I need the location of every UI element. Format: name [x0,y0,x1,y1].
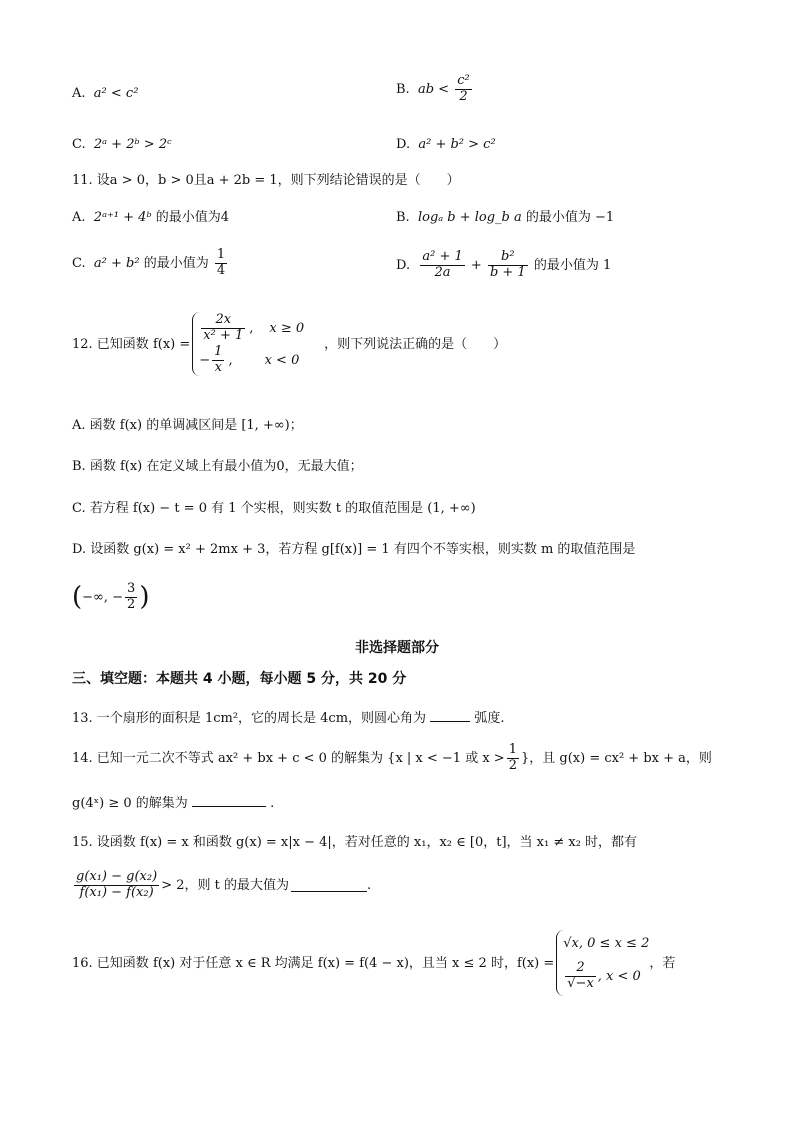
fraction-numerator: 1 [216,247,226,262]
option-expression: a² + b² > c² [418,137,496,152]
option-label: A. [72,210,86,225]
fraction-denominator: 4 [216,262,226,278]
q11-option-b [396,211,614,224]
interval-left: −∞, − [82,589,124,605]
option-label: A. [72,86,86,101]
case-expression: √x, 0 ≤ x ≤ 2 [563,935,650,951]
section-title: 非选择题部分 [355,640,439,656]
piecewise-case-1 [563,930,649,956]
q14-line-1 [72,743,712,774]
q14-line-2 [72,794,274,810]
option-text: 的最小值为 −1 [525,210,615,225]
q10-option-b [396,74,474,105]
option-text: 的最小值为 1 [533,257,612,273]
fraction-numerator: a² + 1 [422,249,463,264]
option-expression: logₐ b + log_b a [417,210,522,225]
fraction [488,250,528,281]
minus-sign: − [199,352,211,368]
fraction [74,870,159,901]
q15-line-1: 15. 设函数 f(x) = x 和函数 g(x) = x|x − 4|，若对任意的 x₁，x₂ ∈ [0，t]，当 x₁ ≠ x₂ 时，都有 [72,835,638,850]
q13-text: 13. 一个扇形的面积是 1cm²，它的周长是 4cm，则圆心角为 [72,711,427,726]
q16 [72,930,675,996]
option-label: B. [396,210,410,225]
fraction [215,248,227,279]
fraction-numerator: 3 [127,581,136,596]
answer-blank[interactable] [291,879,367,892]
fraction-numerator: 2x [201,313,245,329]
q11-option-d [396,250,611,281]
q11-stem: 11. 设a > 0，b > 0且a + 2b = 1，则下列结论错误的是（ ） [72,173,460,188]
case-condition: , x < 0 [597,968,641,984]
q12-option-d: D. 设函数 g(x) = x² + 2mx + 3，若方程 g[f(x)] = 1 有四个不等实根，则实数 m 的取值范围是 [72,542,636,557]
q10-option-c [72,138,172,151]
fraction [212,345,224,376]
fraction [565,961,596,992]
option-expression: a² < c² [93,86,139,101]
fraction-denominator: x² + 1 [203,327,244,343]
q11-option-c [72,248,229,279]
fraction [420,250,464,281]
fraction-numerator: b² [488,250,528,266]
q14-text-a: 14. 已知一元二次不等式 ax² + bx + c < 0 的解集为 {x | x < −1 或 x > [72,750,505,766]
fraction-denominator: √−x [567,975,594,991]
q12-option-d-answer: ( −∞, − $\frac{3}{2}$ ) [72,581,150,613]
section-heading: 三、填空题：本题共 4 小题，每小题 5 分，共 20 分 [72,671,407,687]
q12-prefix: 12. 已知函数 f(x) = [72,336,191,352]
q15-text-b: . [366,877,372,893]
q12-option-c: C. 若方程 f(x) − t = 0 有 1 个实根，则实数 t 的取值范围是 (1, +∞) [72,501,476,516]
q14-text-c: g(4ˣ) ≥ 0 的解集为 [72,796,188,811]
fraction-denominator: b + 1 [489,264,526,280]
q12-option-b: B. 函数 f(x) 在定义域上有最小值为0，无最大值； [72,459,363,474]
fraction-numerator: g(x₁) − g(x₂) [76,869,158,884]
q15-text-a: > 2，则 t 的最大值为 [161,877,289,893]
fraction [201,313,245,344]
option-label: C. [72,137,86,152]
piecewise-case-2 [563,956,649,996]
option-label: C. [72,255,86,271]
piecewise-brace [192,312,304,376]
q15-line-2 [72,870,371,901]
q13-tail: 弧度. [474,711,505,726]
q10-option-d [396,138,496,151]
option-text: 的最小值为4 [155,210,230,225]
plus-sign: + [470,257,482,273]
option-expression: ab < [417,81,450,97]
fraction [507,743,519,774]
fraction-denominator: 2 [127,596,136,612]
q14-text-d: . [270,796,275,811]
option-expression: 2ᵃ + 2ᵇ > 2ᶜ [93,137,172,152]
q11-option-a [72,211,229,224]
q16-text: 16. 已知函数 f(x) 对于任意 x ∈ R 均满足 f(x) = f(4 − x)，且当 x ≤ 2 时，f(x) = [72,955,555,971]
fraction-numerator: c² [457,73,470,88]
q16-tail: ，若 [649,955,676,971]
option-label: D. [396,137,411,152]
q12-stem [72,312,506,376]
fraction-numerator: 1 [214,343,223,359]
piecewise-case-1: $\frac{2x}{\text{x² + 1}}$ , x ≥ 0 [203,311,305,343]
case-condition: x ≥ 0 [269,320,305,336]
answer-blank[interactable] [192,794,266,807]
answer-blank[interactable] [430,709,470,722]
fraction [455,74,472,105]
option-label: B. [396,81,410,97]
q10-option-a [72,87,138,100]
q14-text-b: }，且 g(x) = cx² + bx + a，则 [520,750,712,766]
q12-suffix: ，则下列说法正确的是（ ） [324,336,507,352]
piecewise-brace [556,930,649,996]
fraction-denominator: 2a [434,264,451,280]
q12-option-a: A. 函数 f(x) 的单调减区间是 [1, +∞)； [72,418,303,433]
option-expression: a² + b² [93,255,140,271]
fraction [125,582,137,613]
option-label: D. [396,257,411,273]
case-condition: x < 0 [264,352,300,368]
piecewise-case-2: − $\frac{1}{x}$ , x < 0 [199,343,300,375]
fraction-numerator: 2 [565,961,596,977]
fraction-numerator: 1 [508,742,517,757]
fraction-denominator: f(x₁) − f(x₂) [79,884,154,900]
option-expression: 2ᵃ⁺¹ + 4ᵇ [93,210,152,225]
fraction-denominator: 2 [508,757,517,773]
fraction-denominator: 2 [459,88,468,104]
fraction-denominator: x [214,359,222,375]
option-text: 的最小值为 [143,255,209,271]
q13 [72,709,504,725]
